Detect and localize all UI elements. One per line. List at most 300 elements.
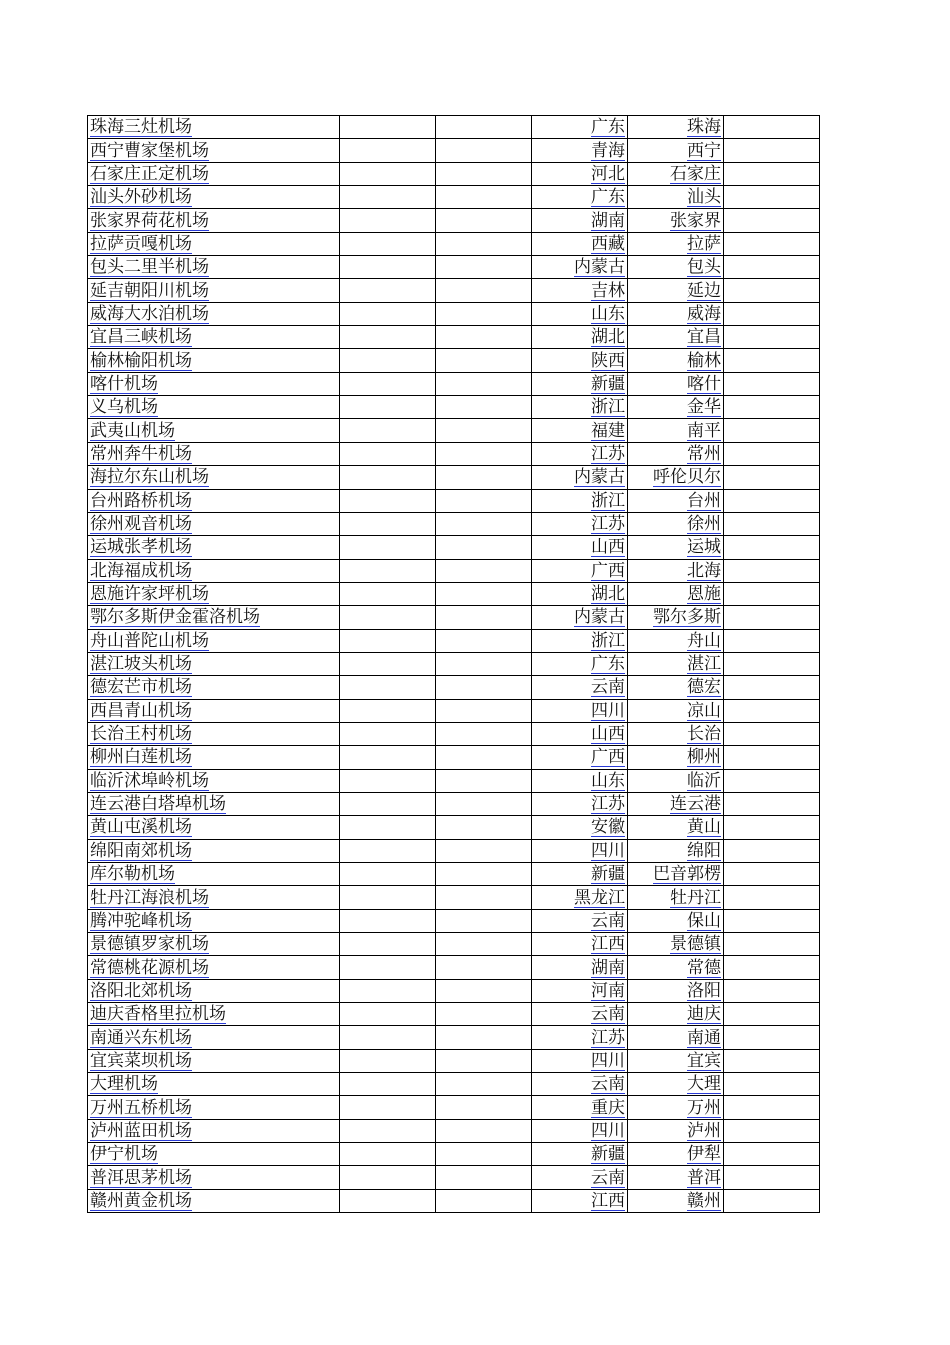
empty-cell[interactable] bbox=[340, 699, 436, 722]
airport-name-cell-link[interactable]: 西昌青山机场 bbox=[90, 700, 192, 721]
empty-cell[interactable] bbox=[436, 1003, 532, 1026]
airport-name-cell-link[interactable]: 喀什机场 bbox=[90, 373, 158, 394]
empty-cell[interactable] bbox=[436, 1119, 532, 1142]
city-cell-link[interactable]: 常州 bbox=[687, 443, 721, 464]
empty-cell[interactable] bbox=[724, 1003, 820, 1026]
province-cell[interactable] bbox=[532, 349, 628, 372]
empty-cell[interactable] bbox=[436, 746, 532, 769]
empty-cell[interactable] bbox=[436, 279, 532, 302]
empty-cell[interactable] bbox=[340, 1189, 436, 1212]
airport-name-cell-link[interactable]: 石家庄正定机场 bbox=[90, 163, 209, 184]
city-cell[interactable] bbox=[628, 116, 724, 139]
province-cell-link[interactable]: 内蒙古 bbox=[574, 467, 625, 488]
airport-name-cell[interactable] bbox=[88, 489, 340, 512]
city-cell-link[interactable]: 南平 bbox=[687, 420, 721, 441]
airport-name-cell-link[interactable]: 临沂沭埠岭机场 bbox=[90, 770, 209, 791]
airport-name-cell[interactable] bbox=[88, 1073, 340, 1096]
province-cell[interactable] bbox=[532, 419, 628, 442]
province-cell-link[interactable]: 河南 bbox=[591, 980, 625, 1001]
airport-name-cell[interactable] bbox=[88, 419, 340, 442]
city-cell[interactable] bbox=[628, 396, 724, 419]
city-cell[interactable] bbox=[628, 606, 724, 629]
empty-cell[interactable] bbox=[340, 933, 436, 956]
airport-name-cell[interactable] bbox=[88, 1119, 340, 1142]
city-cell-link[interactable]: 万州 bbox=[687, 1097, 721, 1118]
province-cell[interactable] bbox=[532, 442, 628, 465]
city-cell[interactable] bbox=[628, 1049, 724, 1072]
province-cell[interactable] bbox=[532, 1119, 628, 1142]
airport-name-cell-link[interactable]: 湛江坡头机场 bbox=[90, 654, 192, 675]
city-cell-link[interactable]: 牡丹江 bbox=[670, 887, 721, 908]
airport-name-cell-link[interactable]: 宜宾菜坝机场 bbox=[90, 1050, 192, 1071]
province-cell[interactable] bbox=[532, 1189, 628, 1212]
airport-name-cell[interactable] bbox=[88, 186, 340, 209]
airport-name-cell-link[interactable]: 恩施许家坪机场 bbox=[90, 584, 209, 605]
province-cell-link[interactable]: 安徽 bbox=[591, 817, 625, 838]
city-cell-link[interactable]: 西宁 bbox=[687, 140, 721, 161]
province-cell[interactable] bbox=[532, 536, 628, 559]
city-cell-link[interactable]: 汕头 bbox=[687, 187, 721, 208]
province-cell[interactable] bbox=[532, 209, 628, 232]
empty-cell[interactable] bbox=[340, 1073, 436, 1096]
city-cell[interactable] bbox=[628, 886, 724, 909]
airport-name-cell-link[interactable]: 延吉朝阳川机场 bbox=[90, 280, 209, 301]
empty-cell[interactable] bbox=[340, 652, 436, 675]
empty-cell[interactable] bbox=[340, 116, 436, 139]
empty-cell[interactable] bbox=[340, 746, 436, 769]
province-cell-link[interactable]: 湖北 bbox=[591, 584, 625, 605]
empty-cell[interactable] bbox=[436, 606, 532, 629]
province-cell-link[interactable]: 山西 bbox=[591, 537, 625, 558]
empty-cell[interactable] bbox=[436, 442, 532, 465]
airport-name-cell-link[interactable]: 赣州黄金机场 bbox=[90, 1190, 192, 1211]
empty-cell[interactable] bbox=[436, 1189, 532, 1212]
city-cell-link[interactable]: 珠海 bbox=[687, 117, 721, 138]
empty-cell[interactable] bbox=[340, 489, 436, 512]
airport-name-cell-link[interactable]: 汕头外砂机场 bbox=[90, 187, 192, 208]
province-cell[interactable] bbox=[532, 606, 628, 629]
empty-cell[interactable] bbox=[340, 302, 436, 325]
province-cell-link[interactable]: 四川 bbox=[591, 1120, 625, 1141]
airport-name-cell-link[interactable]: 大理机场 bbox=[90, 1074, 158, 1095]
empty-cell[interactable] bbox=[340, 722, 436, 745]
city-cell[interactable] bbox=[628, 1189, 724, 1212]
airport-name-cell-link[interactable]: 包头二里半机场 bbox=[90, 257, 209, 278]
city-cell-link[interactable]: 巴音郭楞 bbox=[653, 864, 721, 885]
province-cell-link[interactable]: 浙江 bbox=[591, 397, 625, 418]
empty-cell[interactable] bbox=[340, 256, 436, 279]
city-cell[interactable] bbox=[628, 1143, 724, 1166]
empty-cell[interactable] bbox=[724, 512, 820, 535]
province-cell[interactable] bbox=[532, 863, 628, 886]
airport-name-cell[interactable] bbox=[88, 466, 340, 489]
airport-name-cell[interactable] bbox=[88, 979, 340, 1002]
city-cell[interactable] bbox=[628, 559, 724, 582]
city-cell-link[interactable]: 舟山 bbox=[687, 630, 721, 651]
city-cell-link[interactable]: 石家庄 bbox=[670, 163, 721, 184]
airport-name-cell[interactable] bbox=[88, 699, 340, 722]
province-cell[interactable] bbox=[532, 979, 628, 1002]
empty-cell[interactable] bbox=[436, 676, 532, 699]
airport-name-cell[interactable] bbox=[88, 629, 340, 652]
empty-cell[interactable] bbox=[340, 1003, 436, 1026]
province-cell-link[interactable]: 江西 bbox=[591, 934, 625, 955]
city-cell-link[interactable]: 运城 bbox=[687, 537, 721, 558]
empty-cell[interactable] bbox=[340, 372, 436, 395]
city-cell-link[interactable]: 泸州 bbox=[687, 1120, 721, 1141]
province-cell[interactable] bbox=[532, 396, 628, 419]
province-cell[interactable] bbox=[532, 886, 628, 909]
airport-name-cell[interactable] bbox=[88, 302, 340, 325]
city-cell-link[interactable]: 湛江 bbox=[687, 654, 721, 675]
airport-name-cell-link[interactable]: 榆林榆阳机场 bbox=[90, 350, 192, 371]
empty-cell[interactable] bbox=[340, 909, 436, 932]
province-cell[interactable] bbox=[532, 792, 628, 815]
city-cell-link[interactable]: 恩施 bbox=[687, 584, 721, 605]
city-cell-link[interactable]: 喀什 bbox=[687, 373, 721, 394]
airport-name-cell[interactable] bbox=[88, 676, 340, 699]
empty-cell[interactable] bbox=[724, 956, 820, 979]
airport-name-cell[interactable] bbox=[88, 1049, 340, 1072]
empty-cell[interactable] bbox=[436, 629, 532, 652]
airport-name-cell-link[interactable]: 普洱思茅机场 bbox=[90, 1167, 192, 1188]
city-cell[interactable] bbox=[628, 186, 724, 209]
airport-name-cell[interactable] bbox=[88, 722, 340, 745]
province-cell-link[interactable]: 福建 bbox=[591, 420, 625, 441]
city-cell-link[interactable]: 金华 bbox=[687, 397, 721, 418]
empty-cell[interactable] bbox=[724, 419, 820, 442]
empty-cell[interactable] bbox=[436, 559, 532, 582]
city-cell[interactable] bbox=[628, 746, 724, 769]
province-cell-link[interactable]: 新疆 bbox=[591, 1144, 625, 1165]
empty-cell[interactable] bbox=[436, 699, 532, 722]
province-cell-link[interactable]: 广西 bbox=[591, 560, 625, 581]
city-cell[interactable] bbox=[628, 909, 724, 932]
city-cell[interactable] bbox=[628, 956, 724, 979]
city-cell-link[interactable]: 北海 bbox=[687, 560, 721, 581]
airport-name-cell-link[interactable]: 珠海三灶机场 bbox=[90, 117, 192, 138]
empty-cell[interactable] bbox=[340, 326, 436, 349]
empty-cell[interactable] bbox=[340, 1166, 436, 1189]
airport-name-cell-link[interactable]: 运城张孝机场 bbox=[90, 537, 192, 558]
province-cell-link[interactable]: 云南 bbox=[591, 1167, 625, 1188]
airport-name-cell[interactable] bbox=[88, 162, 340, 185]
empty-cell[interactable] bbox=[340, 886, 436, 909]
province-cell[interactable] bbox=[532, 582, 628, 605]
province-cell[interactable] bbox=[532, 139, 628, 162]
airport-name-cell-link[interactable]: 洛阳北郊机场 bbox=[90, 980, 192, 1001]
empty-cell[interactable] bbox=[340, 536, 436, 559]
empty-cell[interactable] bbox=[724, 396, 820, 419]
city-cell[interactable] bbox=[628, 209, 724, 232]
airport-name-cell-link[interactable]: 绵阳南郊机场 bbox=[90, 840, 192, 861]
province-cell[interactable] bbox=[532, 1143, 628, 1166]
city-cell[interactable] bbox=[628, 792, 724, 815]
province-cell-link[interactable]: 云南 bbox=[591, 1004, 625, 1025]
empty-cell[interactable] bbox=[724, 209, 820, 232]
province-cell-link[interactable]: 广东 bbox=[591, 117, 625, 138]
empty-cell[interactable] bbox=[436, 816, 532, 839]
empty-cell[interactable] bbox=[436, 886, 532, 909]
city-cell[interactable] bbox=[628, 232, 724, 255]
airport-name-cell-link[interactable]: 宜昌三峡机场 bbox=[90, 327, 192, 348]
city-cell[interactable] bbox=[628, 536, 724, 559]
city-cell-link[interactable]: 南通 bbox=[687, 1027, 721, 1048]
empty-cell[interactable] bbox=[436, 582, 532, 605]
empty-cell[interactable] bbox=[724, 816, 820, 839]
empty-cell[interactable] bbox=[436, 536, 532, 559]
city-cell[interactable] bbox=[628, 162, 724, 185]
airport-name-cell-link[interactable]: 义乌机场 bbox=[90, 397, 158, 418]
city-cell-link[interactable]: 凉山 bbox=[687, 700, 721, 721]
province-cell[interactable] bbox=[532, 629, 628, 652]
province-cell-link[interactable]: 江苏 bbox=[591, 794, 625, 815]
empty-cell[interactable] bbox=[436, 792, 532, 815]
airport-name-cell-link[interactable]: 德宏芒市机场 bbox=[90, 677, 192, 698]
empty-cell[interactable] bbox=[436, 116, 532, 139]
city-cell-link[interactable]: 连云港 bbox=[670, 794, 721, 815]
empty-cell[interactable] bbox=[724, 979, 820, 1002]
province-cell[interactable] bbox=[532, 512, 628, 535]
city-cell[interactable] bbox=[628, 863, 724, 886]
city-cell-link[interactable]: 伊犁 bbox=[687, 1144, 721, 1165]
province-cell-link[interactable]: 内蒙古 bbox=[574, 607, 625, 628]
empty-cell[interactable] bbox=[436, 1143, 532, 1166]
empty-cell[interactable] bbox=[724, 676, 820, 699]
province-cell[interactable] bbox=[532, 933, 628, 956]
province-cell-link[interactable]: 江苏 bbox=[591, 443, 625, 464]
empty-cell[interactable] bbox=[724, 1143, 820, 1166]
city-cell-link[interactable]: 榆林 bbox=[687, 350, 721, 371]
empty-cell[interactable] bbox=[724, 536, 820, 559]
airport-name-cell-link[interactable]: 徐州观音机场 bbox=[90, 514, 192, 535]
city-cell-link[interactable]: 赣州 bbox=[687, 1190, 721, 1211]
empty-cell[interactable] bbox=[724, 162, 820, 185]
city-cell-link[interactable]: 柳州 bbox=[687, 747, 721, 768]
empty-cell[interactable] bbox=[724, 746, 820, 769]
airport-name-cell-link[interactable]: 黄山屯溪机场 bbox=[90, 817, 192, 838]
province-cell[interactable] bbox=[532, 116, 628, 139]
province-cell[interactable] bbox=[532, 699, 628, 722]
empty-cell[interactable] bbox=[724, 909, 820, 932]
province-cell[interactable] bbox=[532, 722, 628, 745]
province-cell-link[interactable]: 湖南 bbox=[591, 957, 625, 978]
empty-cell[interactable] bbox=[724, 442, 820, 465]
empty-cell[interactable] bbox=[340, 419, 436, 442]
airport-name-cell[interactable] bbox=[88, 933, 340, 956]
airport-name-cell-link[interactable]: 南通兴东机场 bbox=[90, 1027, 192, 1048]
city-cell-link[interactable]: 洛阳 bbox=[687, 980, 721, 1001]
province-cell-link[interactable]: 浙江 bbox=[591, 630, 625, 651]
empty-cell[interactable] bbox=[340, 559, 436, 582]
empty-cell[interactable] bbox=[724, 769, 820, 792]
province-cell[interactable] bbox=[532, 652, 628, 675]
city-cell[interactable] bbox=[628, 512, 724, 535]
province-cell-link[interactable]: 浙江 bbox=[591, 490, 625, 511]
airport-name-cell[interactable] bbox=[88, 863, 340, 886]
airport-name-cell[interactable] bbox=[88, 1143, 340, 1166]
airport-name-cell-link[interactable]: 牡丹江海浪机场 bbox=[90, 887, 209, 908]
airport-name-cell[interactable] bbox=[88, 256, 340, 279]
empty-cell[interactable] bbox=[436, 1026, 532, 1049]
airport-name-cell[interactable] bbox=[88, 116, 340, 139]
empty-cell[interactable] bbox=[724, 863, 820, 886]
airport-name-cell[interactable] bbox=[88, 536, 340, 559]
airport-name-cell-link[interactable]: 威海大水泊机场 bbox=[90, 303, 209, 324]
empty-cell[interactable] bbox=[724, 559, 820, 582]
airport-name-cell-link[interactable]: 长治王村机场 bbox=[90, 724, 192, 745]
province-cell-link[interactable]: 黑龙江 bbox=[574, 887, 625, 908]
empty-cell[interactable] bbox=[724, 256, 820, 279]
empty-cell[interactable] bbox=[340, 209, 436, 232]
empty-cell[interactable] bbox=[340, 512, 436, 535]
city-cell[interactable] bbox=[628, 1073, 724, 1096]
empty-cell[interactable] bbox=[340, 349, 436, 372]
empty-cell[interactable] bbox=[436, 722, 532, 745]
province-cell-link[interactable]: 吉林 bbox=[591, 280, 625, 301]
empty-cell[interactable] bbox=[436, 466, 532, 489]
city-cell[interactable] bbox=[628, 279, 724, 302]
city-cell[interactable] bbox=[628, 372, 724, 395]
province-cell[interactable] bbox=[532, 162, 628, 185]
empty-cell[interactable] bbox=[724, 466, 820, 489]
airport-name-cell-link[interactable]: 武夷山机场 bbox=[90, 420, 175, 441]
empty-cell[interactable] bbox=[436, 956, 532, 979]
city-cell[interactable] bbox=[628, 676, 724, 699]
city-cell-link[interactable]: 包头 bbox=[687, 257, 721, 278]
province-cell-link[interactable]: 新疆 bbox=[591, 864, 625, 885]
city-cell-link[interactable]: 绵阳 bbox=[687, 840, 721, 861]
province-cell-link[interactable]: 四川 bbox=[591, 1050, 625, 1071]
city-cell-link[interactable]: 长治 bbox=[687, 724, 721, 745]
empty-cell[interactable] bbox=[436, 349, 532, 372]
empty-cell[interactable] bbox=[340, 769, 436, 792]
airport-name-cell[interactable] bbox=[88, 839, 340, 862]
airport-name-cell[interactable] bbox=[88, 769, 340, 792]
empty-cell[interactable] bbox=[724, 582, 820, 605]
airport-name-cell[interactable] bbox=[88, 232, 340, 255]
empty-cell[interactable] bbox=[724, 792, 820, 815]
province-cell-link[interactable]: 江苏 bbox=[591, 1027, 625, 1048]
city-cell[interactable] bbox=[628, 933, 724, 956]
empty-cell[interactable] bbox=[436, 186, 532, 209]
province-cell[interactable] bbox=[532, 839, 628, 862]
airport-name-cell-link[interactable]: 北海福成机场 bbox=[90, 560, 192, 581]
airport-name-cell[interactable] bbox=[88, 746, 340, 769]
empty-cell[interactable] bbox=[436, 839, 532, 862]
airport-name-cell[interactable] bbox=[88, 209, 340, 232]
empty-cell[interactable] bbox=[340, 162, 436, 185]
empty-cell[interactable] bbox=[436, 372, 532, 395]
empty-cell[interactable] bbox=[724, 489, 820, 512]
province-cell[interactable] bbox=[532, 816, 628, 839]
airport-name-cell[interactable] bbox=[88, 816, 340, 839]
airport-name-cell[interactable] bbox=[88, 372, 340, 395]
province-cell-link[interactable]: 江苏 bbox=[591, 514, 625, 535]
airport-name-cell-link[interactable]: 连云港白塔埠机场 bbox=[90, 794, 226, 815]
province-cell[interactable] bbox=[532, 326, 628, 349]
province-cell-link[interactable]: 云南 bbox=[591, 1074, 625, 1095]
empty-cell[interactable] bbox=[436, 652, 532, 675]
city-cell[interactable] bbox=[628, 302, 724, 325]
empty-cell[interactable] bbox=[724, 1119, 820, 1142]
city-cell[interactable] bbox=[628, 652, 724, 675]
airport-name-cell[interactable] bbox=[88, 1026, 340, 1049]
empty-cell[interactable] bbox=[436, 979, 532, 1002]
empty-cell[interactable] bbox=[340, 629, 436, 652]
province-cell-link[interactable]: 山西 bbox=[591, 724, 625, 745]
empty-cell[interactable] bbox=[724, 349, 820, 372]
airport-name-cell-link[interactable]: 海拉尔东山机场 bbox=[90, 467, 209, 488]
empty-cell[interactable] bbox=[340, 1143, 436, 1166]
empty-cell[interactable] bbox=[340, 792, 436, 815]
city-cell-link[interactable]: 黄山 bbox=[687, 817, 721, 838]
empty-cell[interactable] bbox=[724, 186, 820, 209]
city-cell[interactable] bbox=[628, 816, 724, 839]
empty-cell[interactable] bbox=[340, 839, 436, 862]
empty-cell[interactable] bbox=[436, 162, 532, 185]
province-cell[interactable] bbox=[532, 676, 628, 699]
empty-cell[interactable] bbox=[436, 863, 532, 886]
empty-cell[interactable] bbox=[724, 139, 820, 162]
airport-name-cell[interactable] bbox=[88, 582, 340, 605]
empty-cell[interactable] bbox=[340, 396, 436, 419]
province-cell[interactable] bbox=[532, 1049, 628, 1072]
province-cell-link[interactable]: 江西 bbox=[591, 1190, 625, 1211]
empty-cell[interactable] bbox=[340, 1026, 436, 1049]
empty-cell[interactable] bbox=[724, 302, 820, 325]
empty-cell[interactable] bbox=[436, 419, 532, 442]
empty-cell[interactable] bbox=[340, 1049, 436, 1072]
airport-name-cell-link[interactable]: 张家界荷花机场 bbox=[90, 210, 209, 231]
province-cell-link[interactable]: 内蒙古 bbox=[574, 257, 625, 278]
province-cell-link[interactable]: 云南 bbox=[591, 910, 625, 931]
city-cell-link[interactable]: 宜昌 bbox=[687, 327, 721, 348]
airport-name-cell[interactable] bbox=[88, 326, 340, 349]
empty-cell[interactable] bbox=[724, 933, 820, 956]
airport-name-cell-link[interactable]: 常德桃花源机场 bbox=[90, 957, 209, 978]
province-cell[interactable] bbox=[532, 559, 628, 582]
airport-name-cell-link[interactable]: 拉萨贡嘎机场 bbox=[90, 233, 192, 254]
empty-cell[interactable] bbox=[340, 606, 436, 629]
airport-name-cell[interactable] bbox=[88, 956, 340, 979]
empty-cell[interactable] bbox=[436, 1096, 532, 1119]
province-cell-link[interactable]: 西藏 bbox=[591, 233, 625, 254]
empty-cell[interactable] bbox=[436, 933, 532, 956]
empty-cell[interactable] bbox=[340, 676, 436, 699]
empty-cell[interactable] bbox=[340, 1096, 436, 1119]
empty-cell[interactable] bbox=[340, 279, 436, 302]
city-cell[interactable] bbox=[628, 419, 724, 442]
city-cell[interactable] bbox=[628, 466, 724, 489]
empty-cell[interactable] bbox=[724, 1166, 820, 1189]
airport-name-cell-link[interactable]: 泸州蓝田机场 bbox=[90, 1120, 192, 1141]
airport-name-cell[interactable] bbox=[88, 1189, 340, 1212]
city-cell[interactable] bbox=[628, 839, 724, 862]
empty-cell[interactable] bbox=[436, 1049, 532, 1072]
empty-cell[interactable] bbox=[340, 186, 436, 209]
airport-name-cell-link[interactable]: 柳州白莲机场 bbox=[90, 747, 192, 768]
empty-cell[interactable] bbox=[340, 863, 436, 886]
province-cell-link[interactable]: 山东 bbox=[591, 303, 625, 324]
airport-name-cell-link[interactable]: 常州奔牛机场 bbox=[90, 443, 192, 464]
city-cell-link[interactable]: 德宏 bbox=[687, 677, 721, 698]
empty-cell[interactable] bbox=[436, 512, 532, 535]
province-cell-link[interactable]: 青海 bbox=[591, 140, 625, 161]
city-cell[interactable] bbox=[628, 1119, 724, 1142]
empty-cell[interactable] bbox=[340, 232, 436, 255]
city-cell[interactable] bbox=[628, 582, 724, 605]
